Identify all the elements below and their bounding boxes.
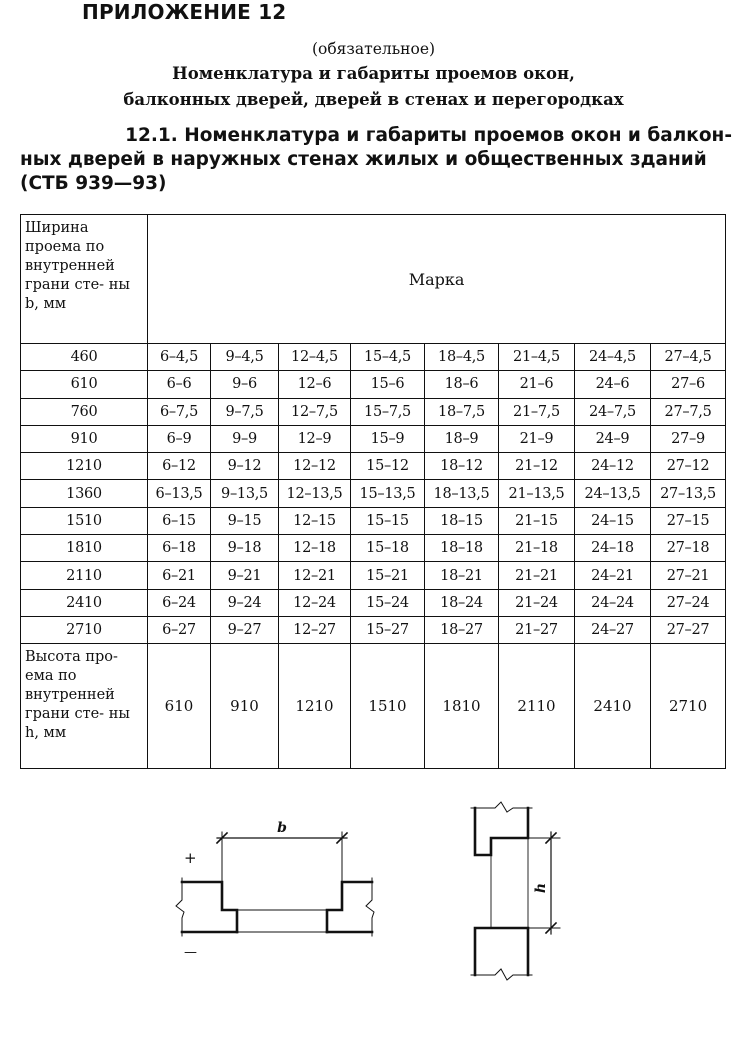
mark-cell: 21–6 (499, 371, 575, 398)
mark-cell: 15–9 (351, 425, 425, 452)
lower-wall (475, 928, 528, 975)
left-wall (182, 882, 237, 932)
height-value-cell: 2710 (651, 644, 726, 769)
mark-cell: 24–21 (575, 562, 651, 589)
mark-cell: 24–13,5 (575, 480, 651, 507)
width-value-cell: 1510 (21, 507, 148, 534)
mark-cell: 18–4,5 (425, 344, 499, 371)
width-value-cell: 760 (21, 398, 148, 425)
vertical-section-figure (465, 800, 575, 985)
mark-cell: 9–7,5 (211, 398, 279, 425)
mark-cell: 21–12 (499, 453, 575, 480)
mark-cell: 9–12 (211, 453, 279, 480)
mark-cell: 6–24 (148, 589, 211, 616)
height-value-cell: 610 (148, 644, 211, 769)
mark-cell: 24–12 (575, 453, 651, 480)
mark-cell: 24–7,5 (575, 398, 651, 425)
mark-cell: 15–24 (351, 589, 425, 616)
table-header-row (21, 215, 726, 344)
height-value-cell: 2410 (575, 644, 651, 769)
mark-cell: 6–12 (148, 453, 211, 480)
mark-cell: 6–21 (148, 562, 211, 589)
mark-cell: 27–4,5 (651, 344, 726, 371)
mark-cell: 27–7,5 (651, 398, 726, 425)
mark-cell: 9–24 (211, 589, 279, 616)
table-row (21, 535, 726, 562)
table-row (21, 562, 726, 589)
table-row (21, 616, 726, 643)
mark-cell: 9–4,5 (211, 344, 279, 371)
mark-cell: 18–13,5 (425, 480, 499, 507)
mark-cell: 15–12 (351, 453, 425, 480)
mark-cell: 12–13,5 (279, 480, 351, 507)
table-row (21, 425, 726, 452)
mark-cell: 18–9 (425, 425, 499, 452)
mark-cell: 21–15 (499, 507, 575, 534)
mark-cell: 15–18 (351, 535, 425, 562)
width-value-cell: 1360 (21, 480, 148, 507)
mark-cell: 21–21 (499, 562, 575, 589)
width-value-cell: 2410 (21, 589, 148, 616)
mark-cell: 9–6 (211, 371, 279, 398)
appendix-title: ПРИЛОЖЕНИЕ 12 (82, 0, 287, 24)
mark-cell: 18–6 (425, 371, 499, 398)
upper-wall (475, 808, 528, 855)
mark-cell: 27–9 (651, 425, 726, 452)
mark-cell: 24–24 (575, 589, 651, 616)
mark-cell: 27–27 (651, 616, 726, 643)
mark-cell: 12–27 (279, 616, 351, 643)
mark-cell: 15–27 (351, 616, 425, 643)
mark-cell: 12–15 (279, 507, 351, 534)
document-title-line-1: Номенклатура и габариты проемов окон, (172, 64, 575, 83)
mark-cell: 27–12 (651, 453, 726, 480)
mark-cell: 9–15 (211, 507, 279, 534)
table-row (21, 507, 726, 534)
width-header-cell: Ширина проема по внутренней грани сте- ны b, мм (21, 215, 148, 344)
minus-sign: — (184, 945, 197, 960)
width-value-cell: 610 (21, 371, 148, 398)
section-heading-line-1: 12.1. Номенклатура и габариты проемов окон и балкон- (125, 125, 732, 146)
mark-cell: 15–7,5 (351, 398, 425, 425)
mark-cell: 6–7,5 (148, 398, 211, 425)
mark-cell: 6–6 (148, 371, 211, 398)
mark-cell: 15–13,5 (351, 480, 425, 507)
height-header-cell: Высота про- ема по внутренней грани сте- ны h, мм (21, 644, 148, 769)
table-row (21, 589, 726, 616)
section-heading-line-3: (СТБ 939—93) (20, 173, 167, 194)
mark-cell: 6–9 (148, 425, 211, 452)
mark-cell: 27–13,5 (651, 480, 726, 507)
openings-table (20, 214, 726, 769)
width-value-cell: 1210 (21, 453, 148, 480)
mark-cell: 24–18 (575, 535, 651, 562)
table-row (21, 371, 726, 398)
mark-cell: 6–15 (148, 507, 211, 534)
height-value-cell: 910 (211, 644, 279, 769)
mark-cell: 24–15 (575, 507, 651, 534)
mark-cell: 12–4,5 (279, 344, 351, 371)
mark-cell: 24–9 (575, 425, 651, 452)
mark-cell: 21–13,5 (499, 480, 575, 507)
right-wall (327, 882, 372, 932)
mark-cell: 9–13,5 (211, 480, 279, 507)
mark-cell: 27–21 (651, 562, 726, 589)
mark-cell: 6–27 (148, 616, 211, 643)
width-value-cell: 1810 (21, 535, 148, 562)
mark-cell: 15–15 (351, 507, 425, 534)
mark-cell: 21–9 (499, 425, 575, 452)
mark-cell: 15–4,5 (351, 344, 425, 371)
table-row (21, 398, 726, 425)
appendix-note: (обязательное) (311, 40, 436, 58)
mark-cell: 15–6 (351, 371, 425, 398)
mark-cell: 21–27 (499, 616, 575, 643)
mark-cell: 24–27 (575, 616, 651, 643)
height-value-cell: 1210 (279, 644, 351, 769)
mark-cell: 21–18 (499, 535, 575, 562)
width-label: b (277, 820, 287, 836)
width-value-cell: 910 (21, 425, 148, 452)
plus-sign: + (184, 849, 197, 867)
table-row (21, 344, 726, 371)
mark-cell: 9–27 (211, 616, 279, 643)
mark-cell: 27–6 (651, 371, 726, 398)
mark-cell: 12–6 (279, 371, 351, 398)
mark-cell: 21–24 (499, 589, 575, 616)
mark-cell: 12–18 (279, 535, 351, 562)
width-value-cell: 2110 (21, 562, 148, 589)
mark-cell: 18–7,5 (425, 398, 499, 425)
mark-cell: 12–7,5 (279, 398, 351, 425)
section-heading-line-2: ных дверей в наружных стенах жилых и общественных зданий (20, 149, 707, 170)
section-heading (20, 124, 732, 196)
table-row (21, 453, 726, 480)
mark-cell: 9–9 (211, 425, 279, 452)
mark-header-cell: Марка (148, 215, 726, 344)
mark-cell: 21–7,5 (499, 398, 575, 425)
height-value-cell: 2110 (499, 644, 575, 769)
mark-cell: 9–21 (211, 562, 279, 589)
mark-cell: 24–6 (575, 371, 651, 398)
document-title-line-2: балконных дверей, дверей в стенах и перегородках (123, 90, 624, 109)
mark-cell: 18–21 (425, 562, 499, 589)
mark-cell: 18–18 (425, 535, 499, 562)
height-value-cell: 1510 (351, 644, 425, 769)
height-row (21, 644, 726, 769)
mark-cell: 6–13,5 (148, 480, 211, 507)
mark-cell: 12–9 (279, 425, 351, 452)
mark-cell: 15–21 (351, 562, 425, 589)
mark-cell: 18–12 (425, 453, 499, 480)
mark-cell: 6–18 (148, 535, 211, 562)
mark-cell: 27–24 (651, 589, 726, 616)
table-row (21, 480, 726, 507)
mark-cell: 18–27 (425, 616, 499, 643)
mark-cell: 6–4,5 (148, 344, 211, 371)
mark-cell: 27–18 (651, 535, 726, 562)
height-label: h (533, 882, 549, 894)
mark-cell: 27–15 (651, 507, 726, 534)
height-value-cell: 1810 (425, 644, 499, 769)
mark-cell: 12–24 (279, 589, 351, 616)
plan-section-figure (170, 810, 385, 960)
mark-cell: 24–4,5 (575, 344, 651, 371)
mark-cell: 21–4,5 (499, 344, 575, 371)
mark-cell: 9–18 (211, 535, 279, 562)
mark-cell: 18–15 (425, 507, 499, 534)
width-value-cell: 2710 (21, 616, 148, 643)
mark-cell: 12–12 (279, 453, 351, 480)
mark-cell: 18–24 (425, 589, 499, 616)
mark-cell: 12–21 (279, 562, 351, 589)
width-value-cell: 460 (21, 344, 148, 371)
